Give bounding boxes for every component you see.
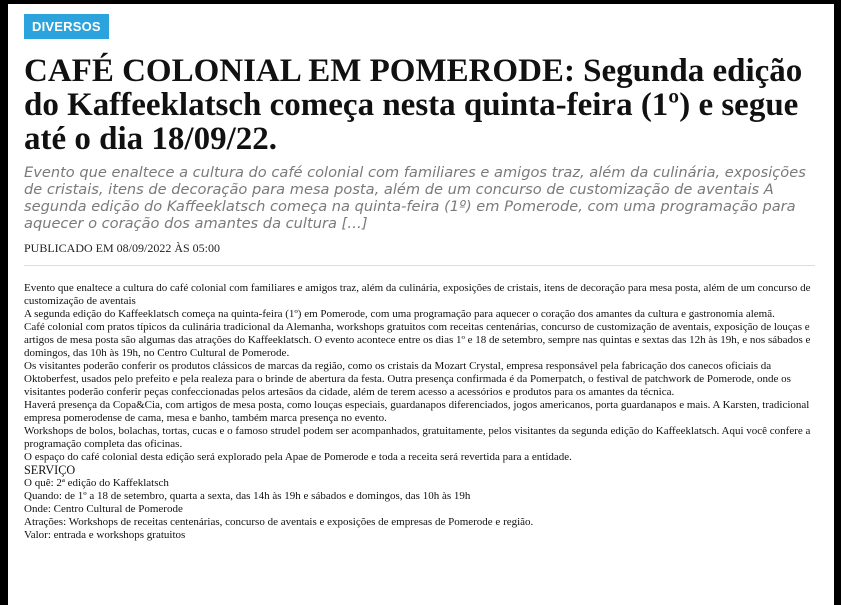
published-date: PUBLICADO EM 08/09/2022 ÀS 05:00	[24, 241, 221, 255]
body-paragraph: Os visitantes poderão conferir os produtos clássicos de marcas da região, como os cristais da Mozart Crystal, empresa responsável pela fabricação dos canecos oficiais da Oktoberfest, usados pelo prefeito e pela realeza para o brinde de abertura da festa. Outra presença confirmada é da Pomerpatch, o festival de patchwork de Pomerode, onde os visitantes poderão conferir peças confeccionadas pelos artesãos da cidade, além de terem acesso a acessórios e produtos para os amantes da técnica.	[24, 360, 791, 398]
body-paragraph: Café colonial com pratos típicos da culinária tradicional da Alemanha, workshops gratuitos com receitas centenárias, concurso de customização de aventais, exposição de louças e artigos de mesa posta são algumas das atrações do Kaffeeklatsch. O evento acontece entre os dias 1º e 18 de setembro, sempre nas quintas e sextas das 12h às 19h, e nos sábados e domingos, das 10h às 19h, no Centro Cultural de Pomerode.	[24, 321, 811, 359]
service-item: O quê: 2ª edição do Kaffeklatsch	[24, 477, 169, 489]
body-paragraph: Haverá presença da Copa&Cia, com artigos de mesa posta, como louças especiais, guardanapos diferenciados, jogos americanos, porta guardanapos e mais. A Karsten, tradicional empresa pomerodense de cama, mesa e banho, também marca presença no evento.	[24, 399, 810, 424]
body-paragraph: Evento que enaltece a cultura do café colonial com familiares e amigos traz, além da culinária, exposições de cristais, itens de decoração para mesa posta, além de um concurso de customização de aventais	[24, 282, 811, 307]
divider	[24, 265, 815, 266]
body-paragraph: O espaço do café colonial desta edição será explorado pela Apae de Pomerode e toda a receita será revertida para a entidade.	[24, 451, 572, 463]
service-item: Onde: Centro Cultural de Pomerode	[24, 503, 183, 515]
service-item: Quando: de 1º a 18 de setembro, quarta a sexta, das 14h às 19h e sábados e domingos, das 10h às 19h	[24, 490, 471, 502]
service-item: Valor: entrada e workshops gratuitos	[24, 529, 186, 541]
article-body	[24, 282, 814, 542]
article-page	[8, 4, 834, 605]
service-item: Atrações: Workshops de receitas centenárias, concurso de aventais e exposições de empresas de Pomerode e região.	[24, 516, 534, 528]
body-paragraph: A segunda edição do Kaffeeklatsch começa na quinta-feira (1º) em Pomerode, com uma programação para aquecer o coração dos amantes da cultura e gastronomia alemã.	[24, 308, 775, 320]
service-heading: SERVIÇO	[24, 463, 76, 477]
article-title: CAFÉ COLONIAL EM POMERODE: Segunda edição do Kaffeeklatsch começa nesta quinta-feira (1º) e segue até o dia 18/09/22.	[24, 53, 803, 157]
article-lead: Evento que enaltece a cultura do café colonial com familiares e amigos traz, além da culinária, exposições de cristais, itens de decoração para mesa posta, além de um concurso de customização de aventais A segunda edição do Kaffeeklatsch começa na quinta-feira (1º) em Pomerode, com uma programação para aquecer o coração dos amantes da cultura […]	[24, 164, 806, 232]
body-paragraph: Workshops de bolos, bolachas, tortas, cucas e o famoso strudel podem ser acompanhados, gratuitamente, pelos visitantes da segunda edição do Kaffeeklatsch. Aqui você confere a programação completa das oficinas.	[24, 425, 811, 450]
category-badge[interactable]: DIVERSOS	[24, 14, 109, 39]
